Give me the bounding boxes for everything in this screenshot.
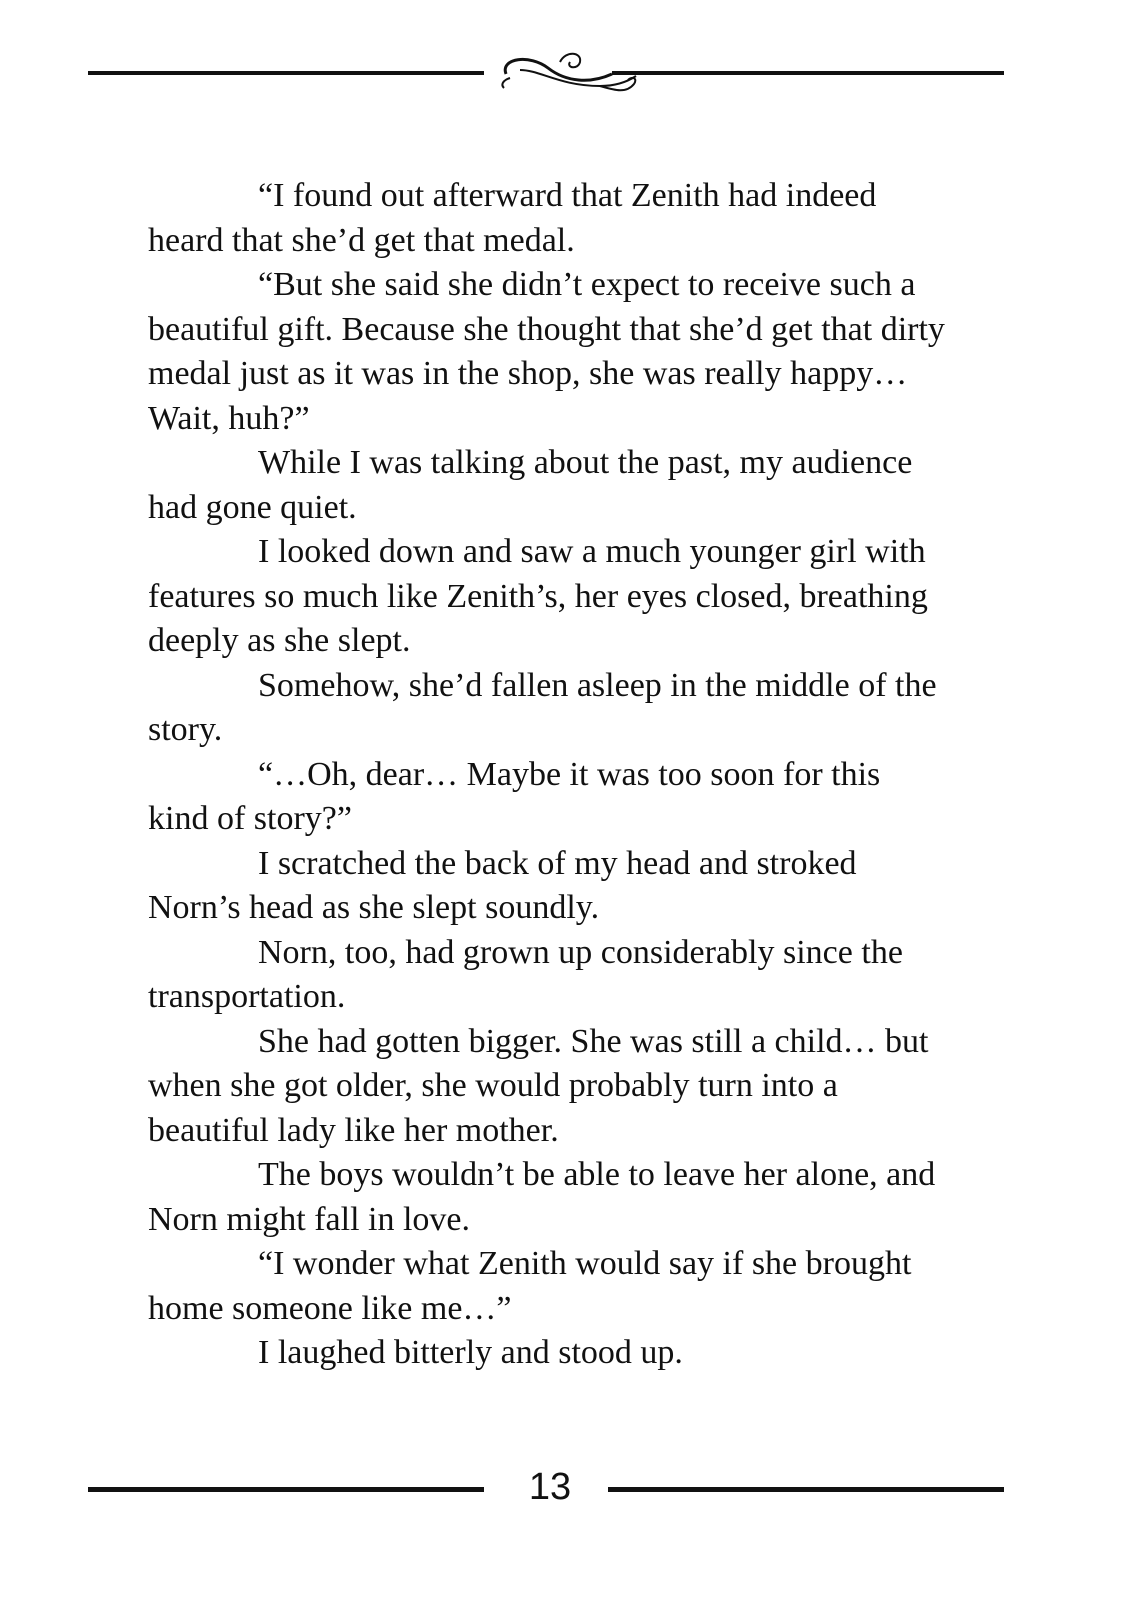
page-number: 13 xyxy=(528,1466,572,1508)
paragraph: I laughed bitterly and stood up. xyxy=(258,1334,683,1371)
paragraph: I scratched the back of my head and stroked Norn’s head as she slept soundly. xyxy=(148,844,857,926)
paragraph: “But she said she didn’t expect to receive such a beautiful gift. Because she thought that she’d get that dirty medal just as it was in the shop, she was really happy… Wait, huh?” xyxy=(148,266,945,437)
paragraph: Norn, too, had grown up considerably since the transportation. xyxy=(148,933,903,1015)
paragraph: “I wonder what Zenith would say if she brought home someone like me…” xyxy=(148,1245,912,1327)
paragraph: She had gotten bigger. She was still a child… but when she got older, she would probably turn into a beautiful lady like her mother. xyxy=(148,1022,929,1149)
paragraph: “I found out afterward that Zenith had indeed heard that she’d get that medal. xyxy=(148,177,877,259)
footer-rule-right xyxy=(608,1487,1004,1492)
paragraph: “…Oh, dear… Maybe it was too soon for this kind of story?” xyxy=(148,755,881,837)
footer-rule-left xyxy=(88,1487,484,1492)
paragraph: I looked down and saw a much younger girl with features so much like Zenith’s, her eyes closed, breathing deeply as she slept. xyxy=(148,533,928,659)
paragraph: The boys wouldn’t be able to leave her alone, and Norn might fall in love. xyxy=(148,1156,936,1238)
body-text xyxy=(148,174,948,1376)
header-flourish-divider-icon xyxy=(0,40,1122,110)
paragraph: Somehow, she’d fallen asleep in the middle of the story. xyxy=(148,666,937,748)
paragraph: While I was talking about the past, my audience had gone quiet. xyxy=(148,444,913,526)
